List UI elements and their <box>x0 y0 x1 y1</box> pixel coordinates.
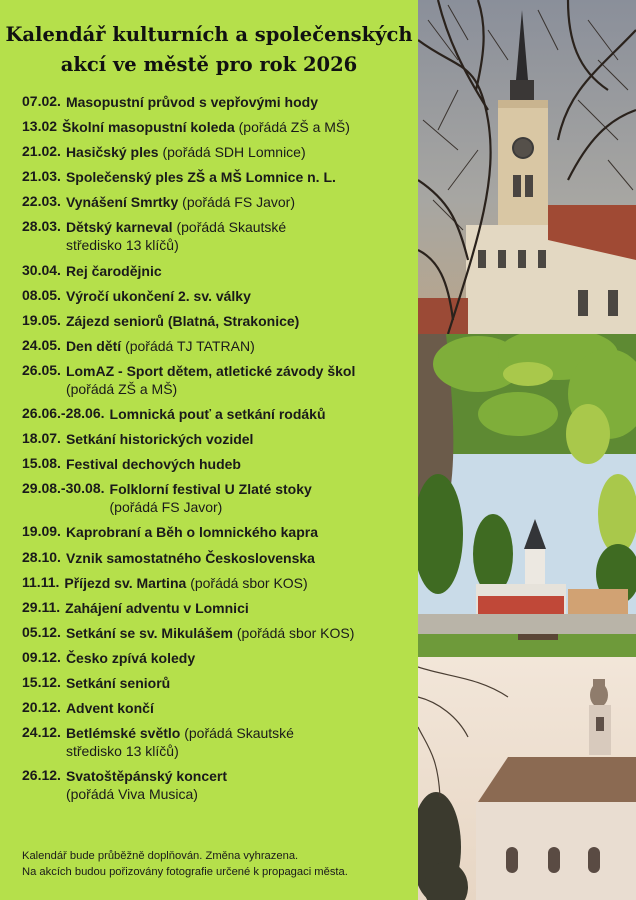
event-date: 28.10. <box>22 548 61 565</box>
chapel-photo <box>418 657 636 900</box>
event-item <box>22 724 414 760</box>
event-organizer: (pořádá TJ TATRAN) <box>125 337 255 354</box>
event-body <box>61 287 414 305</box>
event-name: Advent končí <box>65 700 154 717</box>
event-line <box>66 649 414 667</box>
event-organizer: (pořádá sbor KOS) <box>190 574 308 591</box>
event-date: 11.11. <box>22 573 60 590</box>
event-body <box>61 93 414 111</box>
event-name: Kaprobraní a Běh o lomnického kapra <box>65 524 318 541</box>
event-line <box>66 168 414 186</box>
event-item <box>22 649 414 667</box>
event-body <box>105 480 414 516</box>
event-body <box>61 523 414 541</box>
event-line <box>110 480 414 498</box>
event-item <box>22 430 414 448</box>
event-organizer-continued: (pořádá ZŠ a MŠ) <box>65 380 178 397</box>
event-body <box>61 624 414 642</box>
event-name: LomAZ - Sport dětem, atletické závody škol <box>65 362 356 379</box>
event-item <box>22 674 414 692</box>
event-date: 05.12. <box>22 623 61 640</box>
event-name: Výročí ukončení 2. sv. války <box>65 287 251 304</box>
event-body <box>61 193 414 211</box>
event-body <box>61 430 414 448</box>
footer-note <box>22 848 414 880</box>
event-body <box>105 405 414 423</box>
event-line <box>66 699 414 717</box>
event-item <box>22 455 414 473</box>
event-body <box>61 312 414 330</box>
footer-line-1: Kalendář bude průběžně doplňován. Změna vyhrazena. <box>22 850 299 862</box>
event-date: 30.04. <box>22 261 61 278</box>
event-date: 26.12. <box>22 767 61 784</box>
event-name: Festival dechových hudeb <box>65 456 241 473</box>
event-item <box>22 362 414 398</box>
event-date: 26.05. <box>22 361 61 378</box>
event-item <box>22 337 414 355</box>
event-body <box>61 455 414 473</box>
event-body <box>61 143 414 161</box>
event-organizer: (pořádá FS Javor) <box>182 194 295 211</box>
event-line <box>66 262 414 280</box>
title-line-2: akcí ve městě pro rok 2026 <box>60 53 358 76</box>
event-body <box>61 699 414 717</box>
event-organizer: (pořádá ZŠ a MŠ) <box>238 119 350 136</box>
event-body <box>61 262 414 280</box>
event-date: 19.09. <box>22 523 61 540</box>
event-line <box>66 193 414 211</box>
event-date: 15.12. <box>22 673 61 690</box>
event-name: Den dětí <box>65 337 122 354</box>
event-organizer: (pořádá sbor KOS) <box>236 624 355 641</box>
event-date: 08.05. <box>22 286 61 303</box>
event-line <box>66 93 414 111</box>
event-organizer: (pořádá SDH Lomnice) <box>162 144 306 161</box>
event-name: Rej čarodějnic <box>65 262 162 279</box>
event-name: Folklorní festival U Zlaté stoky <box>109 481 312 498</box>
event-item <box>22 767 414 803</box>
event-item <box>22 287 414 305</box>
event-date: 20.12. <box>22 699 61 716</box>
event-name: Příjezd sv. Martina <box>64 574 187 591</box>
event-name: Svatoštěpánský koncert <box>65 768 228 785</box>
event-body <box>61 549 414 567</box>
event-item <box>22 218 414 254</box>
event-name: Hasičský ples <box>65 144 159 161</box>
event-item <box>22 168 414 186</box>
event-body <box>57 118 414 136</box>
event-line <box>66 674 414 692</box>
event-date: 13.02 <box>22 118 58 135</box>
event-item <box>22 93 414 111</box>
event-line <box>66 430 414 448</box>
event-name: Společenský ples ZŠ a MŠ Lomnice n. L. <box>65 169 336 186</box>
town-hall-photo <box>418 0 636 334</box>
event-name: Setkání seniorů <box>65 674 171 691</box>
event-line <box>66 362 414 380</box>
event-item <box>22 599 414 617</box>
event-name: Vynášení Smrtky <box>65 194 179 211</box>
event-organizer: (pořádá Skautské <box>184 725 294 742</box>
event-date: 24.05. <box>22 336 61 353</box>
event-organizer-continued: (pořádá FS Javor) <box>109 499 223 516</box>
event-body <box>61 218 414 254</box>
event-line <box>66 143 414 161</box>
event-body <box>61 168 414 186</box>
event-name: Zájezd seniorů (Blatná, Strakonice) <box>65 312 300 329</box>
event-line <box>65 599 414 617</box>
event-item <box>22 523 414 541</box>
event-line <box>66 624 414 642</box>
event-body <box>61 724 414 760</box>
event-item <box>22 699 414 717</box>
event-line <box>66 337 414 355</box>
event-item <box>22 143 414 161</box>
event-item <box>22 193 414 211</box>
event-item <box>22 549 414 567</box>
event-name: Betlémské světlo <box>65 725 181 742</box>
event-line <box>66 218 414 236</box>
event-body <box>61 337 414 355</box>
event-body <box>61 649 414 667</box>
event-organizer-continued: středisko 13 klíčů) <box>65 237 179 254</box>
event-line <box>66 724 414 742</box>
event-organizer: (pořádá Skautské <box>176 219 287 236</box>
event-body <box>59 574 414 592</box>
event-date: 19.05. <box>22 311 61 328</box>
event-name: Zahájení adventu v Lomnici <box>65 599 249 616</box>
footer-line-2: Na akcích budou pořizovány fotografie určené k propagaci města. <box>22 866 348 878</box>
event-line <box>110 405 414 423</box>
event-organizer-continued: středisko 13 klíčů) <box>65 743 179 760</box>
event-item <box>22 118 414 136</box>
event-date: 21.02. <box>22 143 61 160</box>
event-date: 29.08.-30.08. <box>22 480 105 497</box>
event-name: Lomnická pouť a setkání rodáků <box>109 406 326 423</box>
event-line <box>64 574 414 592</box>
title-line-1: Kalendář kulturních a společenských <box>5 23 413 46</box>
event-line <box>66 455 414 473</box>
event-date: 28.03. <box>22 218 61 235</box>
event-name: Setkání historických vozidel <box>65 431 254 448</box>
event-date: 24.12. <box>22 724 61 741</box>
event-line <box>66 312 414 330</box>
event-date: 07.02. <box>22 93 61 109</box>
event-body <box>60 599 414 617</box>
event-item <box>22 405 414 423</box>
event-name: Vznik samostatného Československa <box>65 549 315 566</box>
event-item <box>22 312 414 330</box>
event-line <box>66 767 414 785</box>
event-line <box>62 118 414 136</box>
event-body <box>61 362 414 398</box>
event-name: Dětský karneval <box>65 219 173 236</box>
page-title <box>0 20 418 80</box>
event-date: 09.12. <box>22 648 61 665</box>
event-date: 15.08. <box>22 455 61 472</box>
event-item <box>22 574 414 592</box>
event-item <box>22 480 414 516</box>
event-organizer-continued: (pořádá Viva Musica) <box>65 786 198 803</box>
event-name: Česko zpívá koledy <box>65 649 196 666</box>
event-item <box>22 262 414 280</box>
event-body <box>61 767 414 803</box>
event-line <box>66 549 414 567</box>
event-name: Setkání se sv. Mikulášem <box>65 624 233 641</box>
event-line <box>66 287 414 305</box>
park-photo <box>418 334 636 657</box>
event-name: Masopustní průvod s vepřovými hody <box>65 94 318 110</box>
event-item <box>22 624 414 642</box>
event-name: Školní masopustní koleda <box>62 119 235 136</box>
event-body <box>61 674 414 692</box>
event-date: 21.03. <box>22 168 61 185</box>
event-date: 18.07. <box>22 430 61 447</box>
event-date: 22.03. <box>22 193 61 210</box>
event-list <box>22 93 414 810</box>
event-date: 29.11. <box>22 598 61 615</box>
event-line <box>66 523 414 541</box>
event-date: 26.06.-28.06. <box>22 405 105 422</box>
